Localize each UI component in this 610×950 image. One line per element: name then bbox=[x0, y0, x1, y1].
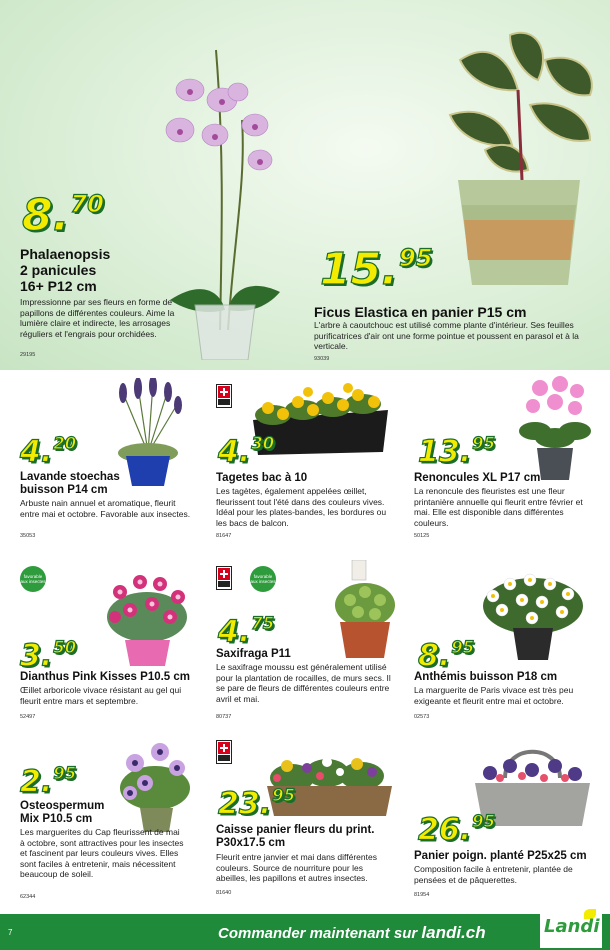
code-osteo: 62344 bbox=[20, 894, 36, 900]
code-ficus: 93039 bbox=[314, 356, 330, 362]
insect-friendly-badge-icon: favorable aux insectes bbox=[20, 566, 46, 592]
title-anthemis: Anthémis buisson P18 cm bbox=[414, 671, 558, 683]
dianthus-image bbox=[100, 562, 195, 667]
swiss-origin-icon bbox=[216, 740, 232, 764]
code-saxifraga: 80737 bbox=[216, 714, 232, 720]
insect-friendly-badge-icon: favorable aux insectes bbox=[250, 566, 276, 592]
title-caisse: Caisse panier fleurs du print. P30x17.5 cm bbox=[216, 824, 375, 849]
price-ficus: 15.95 bbox=[320, 244, 433, 296]
footer-bar bbox=[0, 914, 610, 950]
code-dianthus: 52497 bbox=[20, 714, 36, 720]
desc-tagetes: Les tagètes, également appelées œillet, fleurissent tout l'été dans des couleurs vives. Idéal pour les plates-bandes, les bordures ou les bacs de balcon. bbox=[216, 486, 387, 528]
code-tagetes: 81647 bbox=[216, 533, 232, 539]
swiss-origin-icon bbox=[216, 566, 232, 590]
renoncules-image bbox=[515, 376, 595, 481]
price-renoncules: 13.95 bbox=[418, 434, 496, 470]
title-dianthus: Dianthus Pink Kisses P10.5 cm bbox=[20, 671, 191, 683]
saxifraga-image bbox=[330, 560, 400, 660]
page-number: 7 bbox=[8, 928, 13, 937]
title-panier: Panier poign. planté P25x25 cm bbox=[414, 850, 587, 862]
price-lavande: 4.20 bbox=[20, 434, 77, 470]
desc-phalaenopsis: Impressionne par ses fleurs en forme de papillons de différentes couleurs. Aime la lumière claire et indirecte, les arrosages réguliers et l'engrais pour orchidées. bbox=[20, 297, 175, 339]
desc-osteo: Les marguerites du Cap fleurissent de mai à octobre, sont attractives pour les insectes et fascinent par leurs couleurs vives. Elles sont faciles à entretenir, mais nécessitent beaucoup de soleil. bbox=[20, 827, 184, 879]
title-lavande: Lavande stoechas buisson P14 cm bbox=[20, 471, 120, 496]
code-phalaenopsis: 29195 bbox=[20, 352, 36, 358]
title-tagetes: Tagetes bac à 10 bbox=[216, 472, 308, 484]
landi-logo[interactable]: Landi bbox=[540, 906, 602, 948]
desc-renoncules: La renoncule des fleuristes est une fleur printanière annuelle qui fleurit entre février et mai. Elle est disponible dans différentes couleurs. bbox=[414, 486, 583, 528]
code-caisse: 81640 bbox=[216, 890, 232, 896]
price-panier: 26.95 bbox=[418, 812, 496, 848]
desc-panier: Composition facile à entretenir, plantée de pensées et de pâquerettes. bbox=[414, 864, 573, 885]
desc-lavande: Arbuste nain annuel et aromatique, fleurit entre mai et octobre. Favorable aux insectes. bbox=[20, 498, 191, 519]
price-tagetes: 4.30 bbox=[218, 434, 275, 470]
code-renoncules: 50125 bbox=[414, 533, 430, 539]
ficus-image bbox=[440, 20, 600, 290]
desc-ficus: L'arbre à caoutchouc est utilisé comme plante d'intérieur. Ses feuilles purificatrices d'air ont une forme pointue et poussent en parasol et à la verticale. bbox=[314, 320, 579, 351]
code-lavande: 35053 bbox=[20, 533, 36, 539]
price-caisse: 23.95 bbox=[218, 786, 296, 822]
price-anthemis: 8.95 bbox=[418, 638, 475, 674]
desc-saxifraga: Le saxifrage moussu est généralement utilisé pour la plantation de rocailles, de murs secs. Il se pare de fleurs de différentes couleurs entre avril et mai. bbox=[216, 662, 391, 704]
order-online-link[interactable]: Commander maintenant sur landi.ch bbox=[218, 923, 486, 942]
desc-anthemis: La marguerite de Paris vivace est très peu exigeante et fleurit entre mai et octobre. bbox=[414, 685, 574, 706]
price-saxifraga: 4.75 bbox=[218, 614, 275, 650]
anthemis-image bbox=[478, 566, 588, 661]
title-ficus: Ficus Elastica en panier P15 cm bbox=[314, 304, 527, 320]
code-anthemis: 02573 bbox=[414, 714, 430, 720]
desc-caisse: Fleurit entre janvier et mai dans différentes couleurs. Source de nourriture pour les abeilles, les papillons et autres insectes. bbox=[216, 852, 377, 883]
desc-dianthus: Œillet arboricole vivace résistant au gel qui fleurit entre mars et septembre. bbox=[20, 685, 182, 706]
lavender-image bbox=[108, 378, 188, 488]
osteospermum-image bbox=[115, 738, 195, 833]
title-osteo: Osteospermum Mix P10.5 cm bbox=[20, 800, 105, 825]
title-renoncules: Renoncules XL P17 cm bbox=[414, 472, 541, 484]
price-dianthus: 3.50 bbox=[20, 638, 77, 674]
price-osteo: 2.95 bbox=[20, 764, 77, 800]
swiss-origin-icon bbox=[216, 384, 232, 408]
title-phalaenopsis: Phalaenopsis 2 panicules 16+ P12 cm bbox=[20, 246, 111, 294]
title-saxifraga: Saxifraga P11 bbox=[216, 648, 291, 660]
price-phalaenopsis: 8.70 bbox=[22, 190, 105, 242]
code-panier: 81954 bbox=[414, 892, 430, 898]
